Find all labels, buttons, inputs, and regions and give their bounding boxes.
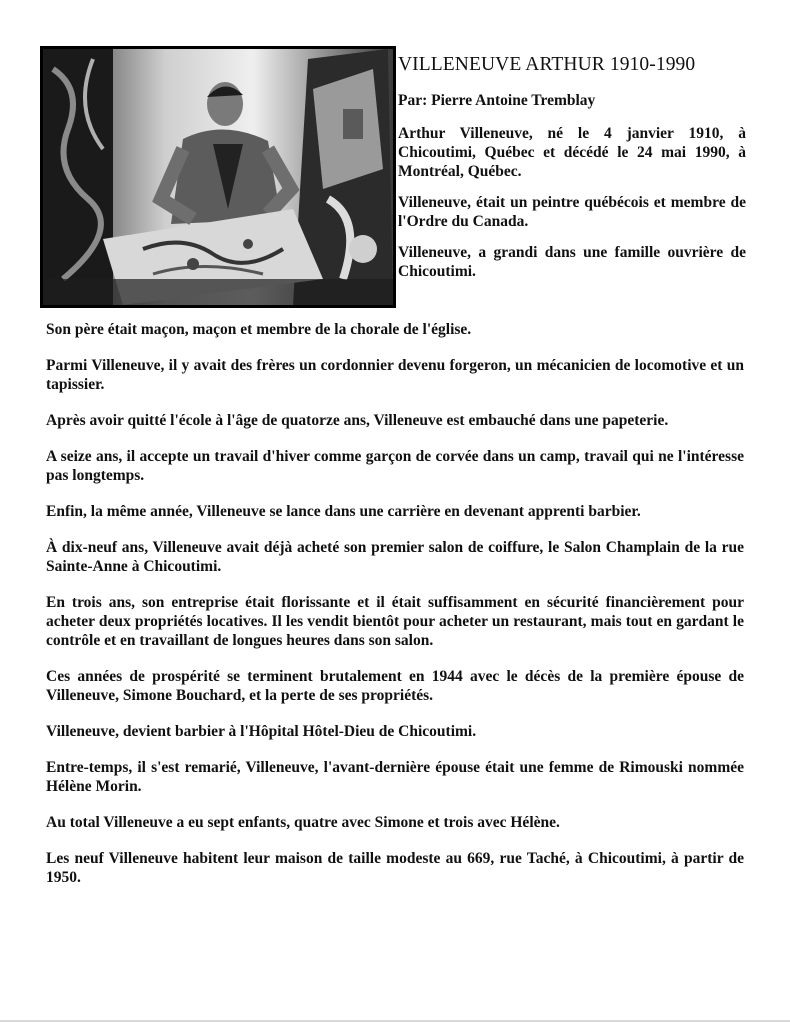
- author-line: Par: Pierre Antoine Tremblay: [398, 92, 596, 109]
- intro-paragraph-2: Villeneuve, était un peintre québécois et membre de l'Ordre du Canada.: [398, 194, 746, 230]
- paragraph: Les neuf Villeneuve habitent leur maison de taille modeste au 669, rue Taché, à Chicoutimi, à partir de 1950.: [46, 850, 744, 886]
- artist-photo-illustration: [43, 49, 393, 305]
- intro-paragraph-3: Villeneuve, a grandi dans une famille ouvrière de Chicoutimi.: [398, 244, 746, 280]
- paragraph: À dix-neuf ans, Villeneuve avait déjà acheté son premier salon de coiffure, le Salon Champlain de la rue Sainte-Anne à Chicoutimi.: [46, 539, 744, 575]
- paragraph: Après avoir quitté l'école à l'âge de quatorze ans, Villeneuve est embauché dans une papeterie.: [46, 412, 669, 429]
- paragraph: Entre-temps, il s'est remarié, Villeneuve, l'avant-dernière épouse était une femme de Rimouski nommée Hélène Morin.: [46, 759, 744, 795]
- paragraph: En trois ans, son entreprise était florissante et il était suffisamment en sécurité financièrement pour acheter deux propriétés locatives. Il les vendit bientôt pour acheter un restaurant, mais tout en gardant le contrôle et en travaillant de longues heures dans son salon.: [46, 594, 744, 649]
- paragraph: Au total Villeneuve a eu sept enfants, quatre avec Simone et trois avec Hélène.: [46, 814, 560, 831]
- artist-photo: [40, 46, 396, 308]
- paragraph: Ces années de prospérité se terminent brutalement en 1944 avec le décès de la première épouse de Villeneuve, Simone Bouchard, et la perte de ses propriétés.: [46, 668, 744, 704]
- header-column: [398, 54, 746, 293]
- paragraph: Enfin, la même année, Villeneuve se lance dans une carrière en devenant apprenti barbier.: [46, 503, 641, 520]
- paragraph: Parmi Villeneuve, il y avait des frères un cordonnier devenu forgeron, un mécanicien de locomotive et un tapissier.: [46, 357, 744, 393]
- page-edge-divider: [0, 1020, 790, 1022]
- paragraph: Villeneuve, devient barbier à l'Hôpital Hôtel-Dieu de Chicoutimi.: [46, 723, 477, 740]
- page-title: VILLENEUVE ARTHUR 1910-1990: [398, 54, 696, 75]
- body-text: [46, 320, 744, 904]
- intro-paragraph-1: Arthur Villeneuve, né le 4 janvier 1910, à Chicoutimi, Québec et décédé le 24 mai 1990, à Montréal, Québec.: [398, 125, 746, 180]
- paragraph: Son père était maçon, maçon et membre de la chorale de l'église.: [46, 321, 472, 338]
- paragraph: A seize ans, il accepte un travail d'hiver comme garçon de corvée dans un camp, travail qui ne l'intéresse pas longtemps.: [46, 448, 744, 484]
